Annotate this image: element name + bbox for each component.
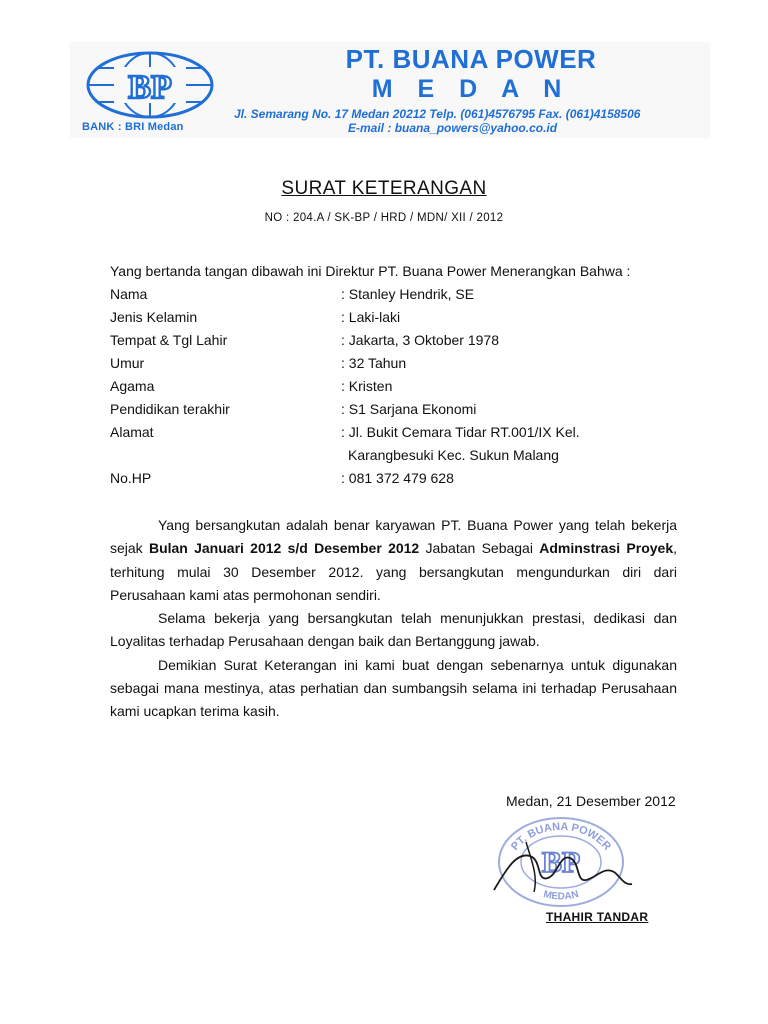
job-title: Adminstrasi Proyek [539,540,674,557]
field-value: : Jakarta, 3 Oktober 1978 [341,332,499,348]
company-email [348,121,557,135]
company-name: PT. BUANA POWER [345,44,597,74]
field-value: : 081 372 479 628 [341,470,454,486]
field-label: Umur [110,355,145,371]
company-logo [84,50,216,120]
field-label: Pendidikan terakhir [110,401,230,417]
paragraph-closing: Demikian Surat Keterangan ini kami buat dengan sebenarnya untuk digunakan sebagai mana mestinya, atas perhatian dan sumbangsih selama ini terhadap Perusahaan kami ucapkan terima kasih. [110,656,677,720]
paragraph-text: Jabatan Sebagai [419,540,540,557]
document-number: NO : 204.A / SK-BP / HRD / MDN/ XII / 2012 [264,212,504,224]
field-value: : Jl. Bukit Cemara Tidar RT.001/IX Kel. [341,424,580,440]
field-label: Agama [110,378,155,394]
svg-text:MEDAN [542,889,580,902]
document-title: SURAT KETERANGAN [281,178,487,199]
field-label: Tempat & Tgl Lahir [110,332,228,348]
field-value: : Kristen [341,378,393,394]
logo-text: BP [128,69,172,106]
stamp-logo: BP [541,846,581,879]
paragraph-performance: Selama bekerja yang bersangkutan telah menunjukkan prestasi, dedikasi dan Loyalitas terhadap Perusahaan dengan baik dan Bertanggung jawab. [110,610,677,650]
paragraph-text: , terhitung mulai 30 Desember 2012. yang bersangkutan mengundurkan diri dari Perusahaan kami atas permohonan sendiri. [110,540,678,603]
paragraph-text: Yang bersangkutan adalah benar karyawan PT. Buana Power yang telah bekerja sejak [110,517,677,557]
field-label: No.HP [110,470,152,486]
company-stamp-signature [486,812,636,908]
bank-info: BANK : BRI Medan [82,121,184,133]
field-value: : 32 Tahun [341,355,407,371]
field-value: : S1 Sarjana Ekonomi [341,401,477,417]
email-address: buana_powers@yahoo.co.id [394,121,558,135]
email-prefix: E-mail : [348,121,395,135]
field-label: Alamat [110,424,154,440]
intro-text: Yang bertanda tangan dibawah ini Direktur PT. Buana Power Menerangkan Bahwa : [110,263,631,279]
letter-body [110,514,677,724]
letter-date: Medan, 21 Desember 2012 [506,793,676,809]
signer-name: THAHIR TANDAR [546,910,649,924]
field-value: : Stanley Hendrik, SE [341,286,475,302]
field-value-line2: Karangbesuki Kec. Sukun Malang [348,447,559,463]
field-label: Nama [110,286,148,302]
company-city: M E D A N [371,75,571,103]
paragraph-employment [110,514,677,607]
employment-period: Bulan Januari 2012 s/d Desember 2012 [148,540,420,557]
field-value: : Laki-laki [341,309,401,325]
field-label: Jenis Kelamin [110,309,198,325]
stamp-text-top: PT. BUANA POWER [508,820,614,853]
stamp-text-bottom: MEDAN [542,888,580,903]
company-address: Jl. Semarang No. 17 Medan 20212 Telp. (061)4576795 Fax. (061)4158506 [234,107,641,121]
